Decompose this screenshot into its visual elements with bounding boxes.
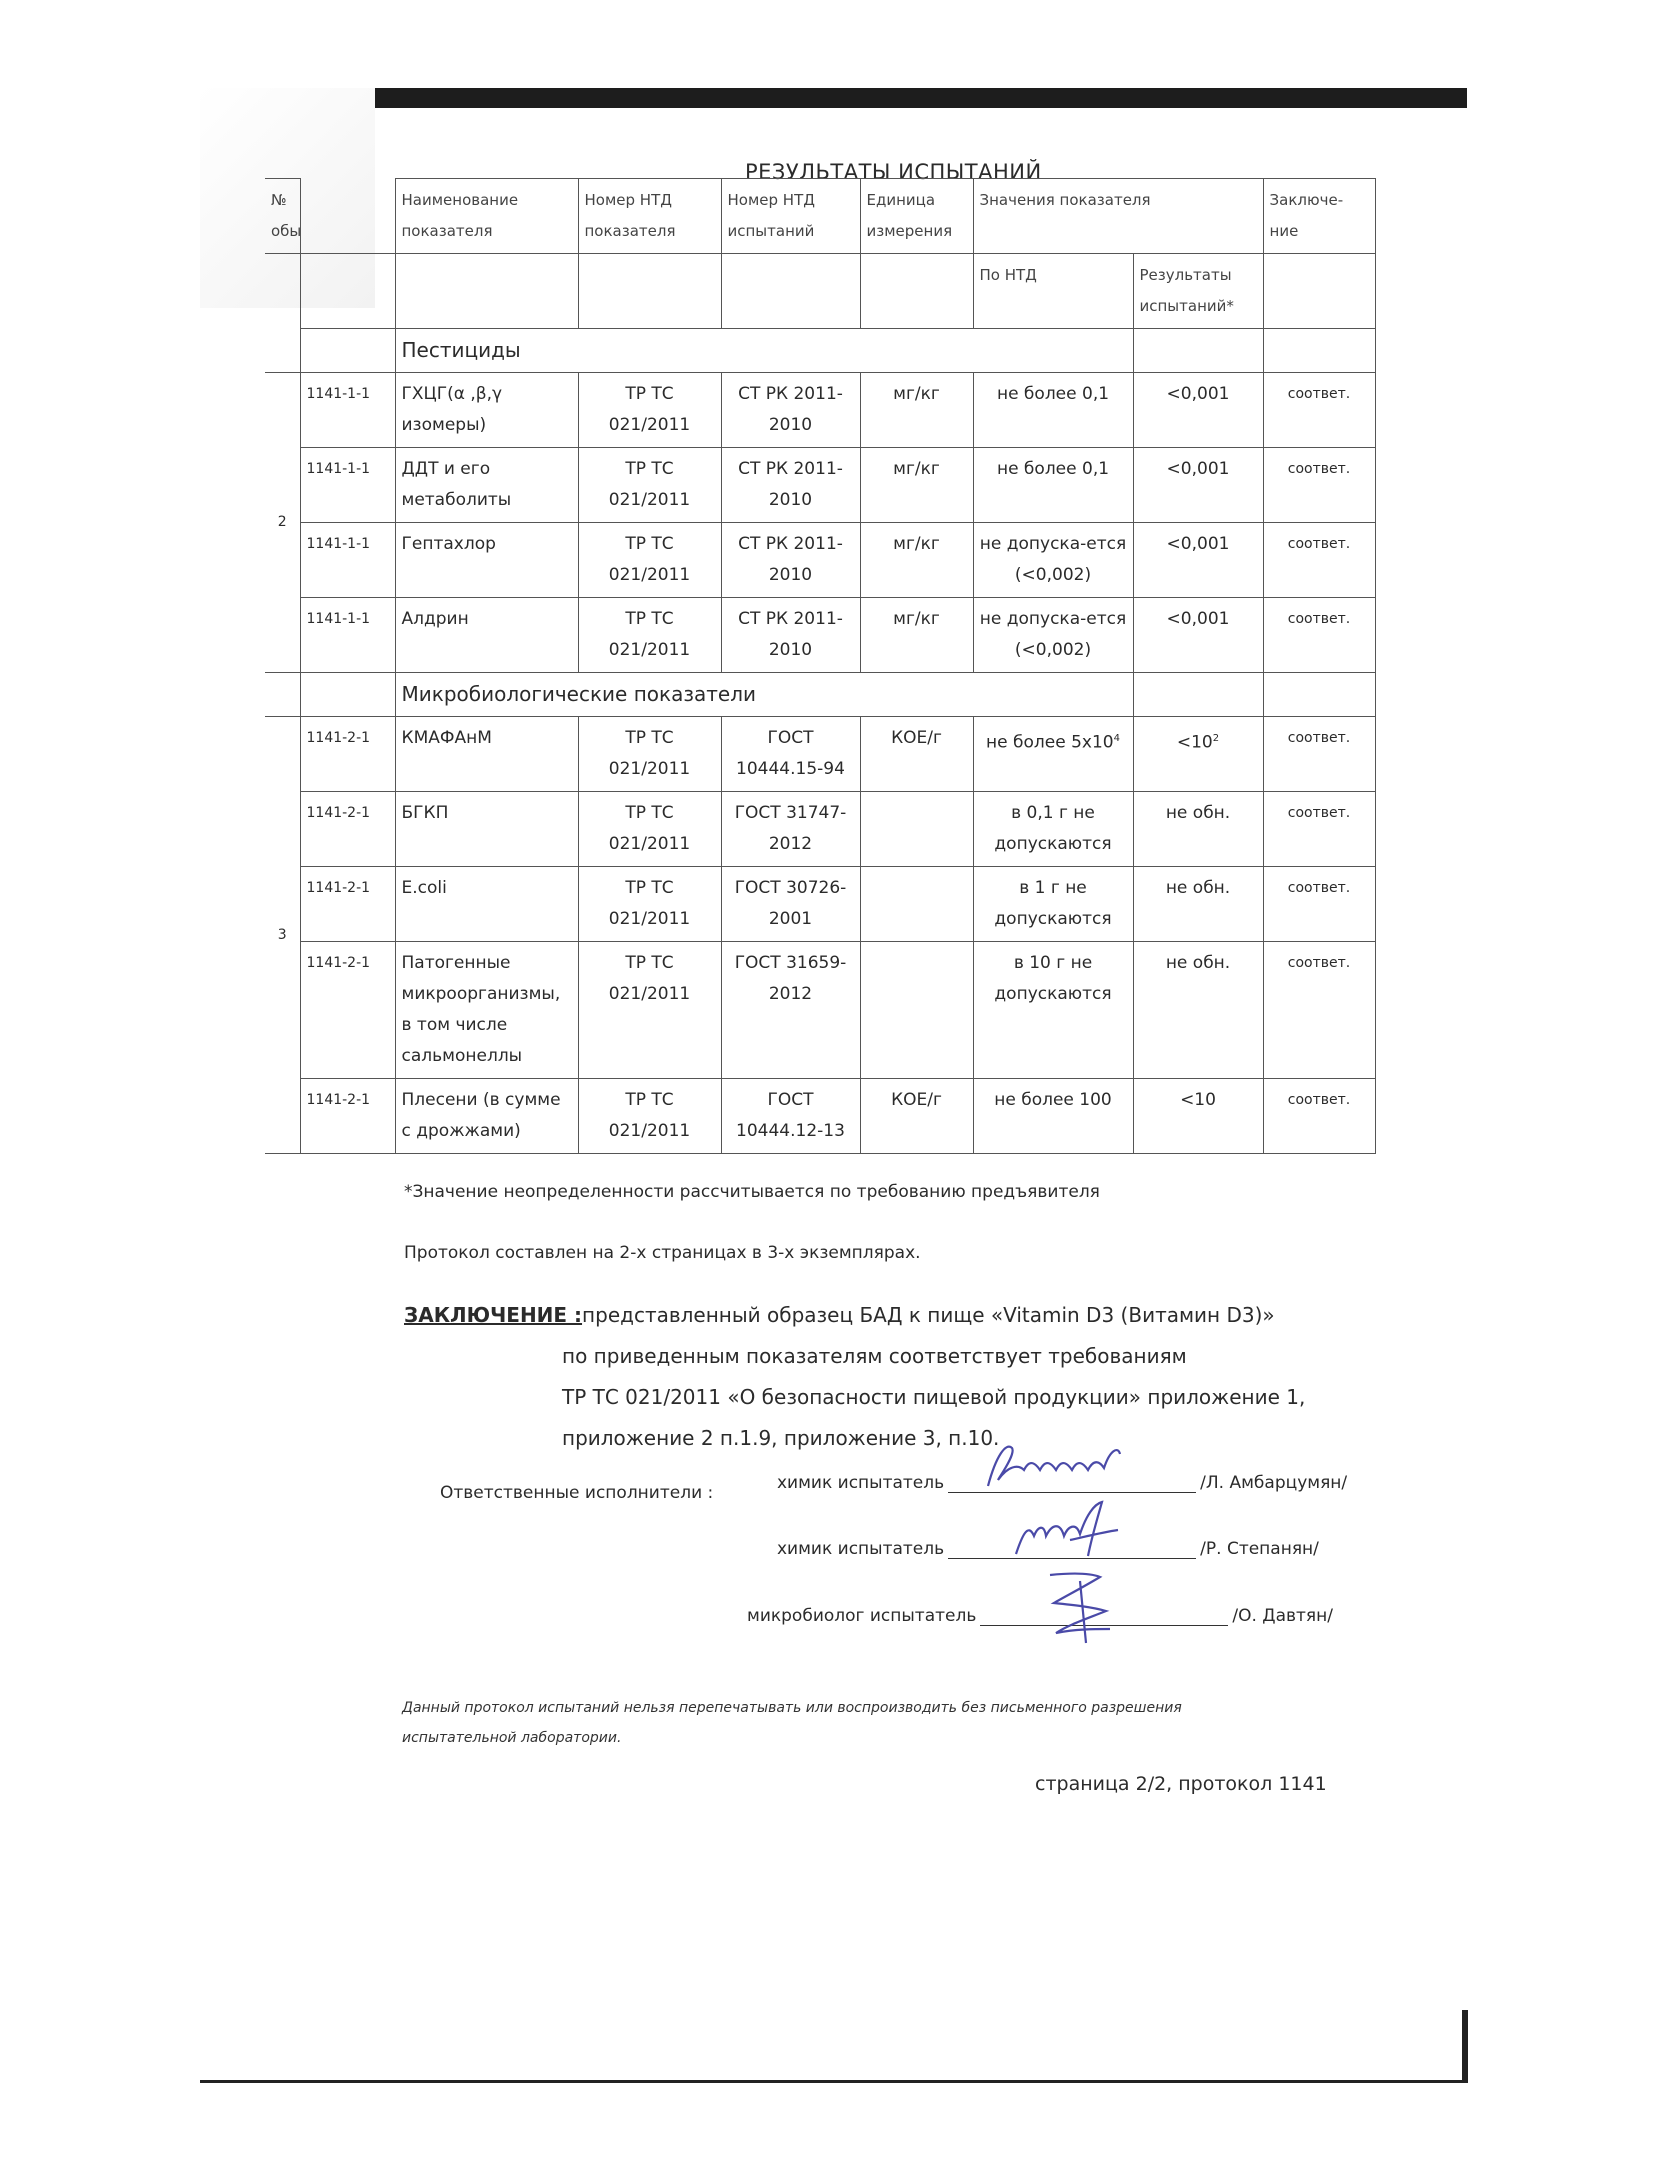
norm-text: не более 5x10 <box>986 732 1114 753</box>
header-ntd-indicator: Номер НТД показателя <box>578 179 721 254</box>
table-row <box>265 373 1375 448</box>
header-ntd-test: Номер НТД испытаний <box>721 179 860 254</box>
norm-value <box>973 717 1133 792</box>
table-row <box>265 867 1375 942</box>
subheader-blank <box>395 254 578 329</box>
footnote: *Значение неопределенности рассчитывается по требованию предъявителя <box>404 1182 1100 1202</box>
ntd-indicator: ТР ТС 021/2011 <box>578 373 721 448</box>
subheader-blank <box>265 254 300 329</box>
signatory-name: /О. Давтян/ <box>1232 1606 1333 1626</box>
sample-code: 1141-2-1 <box>300 717 395 792</box>
table-row <box>265 717 1375 792</box>
section-spacer <box>973 673 1133 717</box>
signature-line <box>948 1536 1196 1559</box>
subheader-blank <box>721 254 860 329</box>
group-cell <box>265 329 300 373</box>
signature-line <box>980 1603 1228 1626</box>
sample-code: 1141-2-1 <box>300 867 395 942</box>
section-title: Микробиологические показатели <box>395 673 973 717</box>
norm-exponent: 4 <box>1113 733 1120 744</box>
unit: мг/кг <box>860 598 973 673</box>
section-title: Пестициды <box>395 329 973 373</box>
indicator-name: Патогенные микроорганизмы, в том числе сальмонеллы <box>395 942 578 1079</box>
group-cell <box>265 673 300 717</box>
ntd-indicator: ТР ТС 021/2011 <box>578 523 721 598</box>
result-value <box>1133 792 1263 867</box>
ntd-test: СТ РК 2011-2010 <box>721 373 860 448</box>
header-name: Наименование показателя <box>395 179 578 254</box>
indicator-name: КМАФАнМ <box>395 717 578 792</box>
verdict: соответ. <box>1263 373 1375 448</box>
signature-image <box>1008 1496 1138 1562</box>
conclusion-line: приложение 2 п.1.9, приложение 3, п.10. <box>562 1426 1000 1450</box>
table-row <box>265 942 1375 1079</box>
indicator-name: БГКП <box>395 792 578 867</box>
verdict: соответ. <box>1263 523 1375 598</box>
result-text: не обн. <box>1165 953 1231 973</box>
subheader-blank <box>860 254 973 329</box>
indicator-name: ДДТ и его метаболиты <box>395 448 578 523</box>
section-spacer <box>300 329 395 373</box>
result-text: <0,001 <box>1166 534 1230 554</box>
unit: КОЕ/г <box>860 1079 973 1154</box>
result-value <box>1133 598 1263 673</box>
conclusion-label: ЗАКЛЮЧЕНИЕ : <box>404 1303 583 1327</box>
table-row <box>265 1079 1375 1154</box>
sample-code: 1141-2-1 <box>300 1079 395 1154</box>
ntd-indicator: ТР ТС 021/2011 <box>578 598 721 673</box>
result-value <box>1133 523 1263 598</box>
ntd-test: ГОСТ 31747-2012 <box>721 792 860 867</box>
sample-code: 1141-2-1 <box>300 942 395 1079</box>
header-by-ntd: По НТД <box>973 254 1133 329</box>
table-row <box>265 523 1375 598</box>
header-sample: № обы <box>265 179 300 254</box>
result-text: <0,001 <box>1166 609 1230 629</box>
section-spacer <box>1133 329 1263 373</box>
ntd-indicator: ТР ТС 021/2011 <box>578 942 721 1079</box>
verdict: соответ. <box>1263 598 1375 673</box>
table-row <box>265 598 1375 673</box>
norm-value <box>973 942 1133 1079</box>
document-title: РЕЗУЛЬТАТЫ ИСПЫТАНИЙ <box>745 160 1042 184</box>
unit: мг/кг <box>860 448 973 523</box>
signature-row <box>747 1603 1333 1626</box>
result-text: <10 <box>1176 732 1213 753</box>
result-text: не обн. <box>1165 878 1231 898</box>
section-spacer <box>1133 673 1263 717</box>
result-value <box>1133 448 1263 523</box>
header-values: Значения показателя <box>973 179 1263 254</box>
norm-text: не более 100 <box>994 1090 1112 1110</box>
conclusion-block <box>404 1295 1305 1459</box>
unit <box>860 942 973 1079</box>
unit: мг/кг <box>860 373 973 448</box>
section-row <box>265 673 1375 717</box>
signature-image <box>1030 1567 1130 1647</box>
result-value <box>1133 942 1263 1079</box>
section-spacer <box>1263 673 1375 717</box>
ntd-test: СТ РК 2011-2010 <box>721 523 860 598</box>
unit <box>860 792 973 867</box>
header-results: Результаты испытаний* <box>1133 254 1263 329</box>
norm-value <box>973 792 1133 867</box>
signatory-role: химик испытатель <box>777 1539 945 1559</box>
sample-code: 1141-1-1 <box>300 448 395 523</box>
group-number: 2 <box>265 373 300 673</box>
group-number: 3 <box>265 717 300 1154</box>
page-footer: страница 2/2, протокол 1141 <box>1035 1773 1327 1795</box>
unit <box>860 867 973 942</box>
norm-value <box>973 867 1133 942</box>
ntd-test: ГОСТ 31659-2012 <box>721 942 860 1079</box>
pages-note: Протокол составлен на 2-х страницах в 3-х экземплярах. <box>404 1243 921 1263</box>
ntd-test: ГОСТ 10444.15-94 <box>721 717 860 792</box>
verdict: соответ. <box>1263 1079 1375 1154</box>
ntd-indicator: ТР ТС 021/2011 <box>578 792 721 867</box>
unit: мг/кг <box>860 523 973 598</box>
section-row <box>265 329 1375 373</box>
norm-value <box>973 448 1133 523</box>
signatory-name: /Р. Степанян/ <box>1200 1539 1319 1559</box>
section-spacer <box>300 673 395 717</box>
ntd-indicator: ТР ТС 021/2011 <box>578 867 721 942</box>
norm-value <box>973 523 1133 598</box>
signature-image <box>978 1436 1128 1494</box>
header-row <box>265 179 1375 254</box>
norm-text: не более 0,1 <box>996 384 1110 404</box>
result-text: не обн. <box>1165 803 1231 823</box>
table-row <box>265 448 1375 523</box>
norm-value <box>973 373 1133 448</box>
norm-text: в 10 г не допускаются <box>994 953 1112 1004</box>
norm-value <box>973 598 1133 673</box>
norm-text: не допуска-ется (<0,002) <box>979 609 1127 660</box>
verdict: соответ. <box>1263 942 1375 1079</box>
header-unit: Единица измерения <box>860 179 973 254</box>
ntd-test: ГОСТ 30726-2001 <box>721 867 860 942</box>
indicator-name: Гептахлор <box>395 523 578 598</box>
signature-row <box>777 1470 1347 1493</box>
sample-code: 1141-1-1 <box>300 373 395 448</box>
responsible-label: Ответственные исполнители : <box>440 1483 714 1503</box>
indicator-name: E.coli <box>395 867 578 942</box>
norm-text: в 1 г не допускаются <box>994 878 1112 929</box>
results-table <box>265 178 1376 1154</box>
result-value <box>1133 1079 1263 1154</box>
norm-value <box>973 1079 1133 1154</box>
norm-text: не более 0,1 <box>996 459 1110 479</box>
ntd-test: СТ РК 2011-2010 <box>721 598 860 673</box>
header-conclusion: Заключе-ние <box>1263 179 1375 254</box>
section-spacer <box>973 329 1133 373</box>
sample-code: 1141-2-1 <box>300 792 395 867</box>
result-value <box>1133 867 1263 942</box>
disclaimer: Данный протокол испытаний нельзя перепечатывать или воспроизводить без письменного разрешения испытательной лаборатории. <box>402 1700 1182 1746</box>
signatory-role: микробиолог испытатель <box>747 1606 977 1626</box>
sample-code: 1141-1-1 <box>300 523 395 598</box>
norm-text: в 0,1 г не допускаются <box>994 803 1112 854</box>
subheader-row <box>265 254 1375 329</box>
verdict: соответ. <box>1263 792 1375 867</box>
ntd-test: СТ РК 2011-2010 <box>721 448 860 523</box>
indicator-name: Плесени (в сумме с дрожжами) <box>395 1079 578 1154</box>
result-text: <10 <box>1180 1090 1216 1110</box>
result-text: <0,001 <box>1166 384 1230 404</box>
signature-line <box>948 1470 1196 1493</box>
subheader-blank <box>1263 254 1375 329</box>
ntd-indicator: ТР ТС 021/2011 <box>578 717 721 792</box>
verdict: соответ. <box>1263 717 1375 792</box>
subheader-blank <box>300 254 395 329</box>
signature-row <box>777 1536 1319 1559</box>
section-spacer <box>1263 329 1375 373</box>
signatory-role: химик испытатель <box>777 1473 945 1493</box>
verdict: соответ. <box>1263 448 1375 523</box>
norm-text: не допуска-ется (<0,002) <box>979 534 1127 585</box>
ntd-indicator: ТР ТС 021/2011 <box>578 1079 721 1154</box>
subheader-blank <box>578 254 721 329</box>
indicator-name: ГХЦГ(α ,β,γ изомеры) <box>395 373 578 448</box>
ntd-test: ГОСТ 10444.12-13 <box>721 1079 860 1154</box>
result-text: <0,001 <box>1166 459 1230 479</box>
scan-right-edge <box>1462 2010 1468 2082</box>
result-value <box>1133 717 1263 792</box>
result-value <box>1133 373 1263 448</box>
signatory-name: /Л. Амбарцумян/ <box>1200 1473 1348 1493</box>
conclusion-line: по приведенным показателям соответствует требованиям <box>562 1344 1187 1368</box>
scan-top-edge <box>372 88 1467 108</box>
sample-code: 1141-1-1 <box>300 598 395 673</box>
verdict: соответ. <box>1263 867 1375 942</box>
indicator-name: Алдрин <box>395 598 578 673</box>
result-exponent: 2 <box>1212 733 1220 744</box>
ntd-indicator: ТР ТС 021/2011 <box>578 448 721 523</box>
header-blank <box>300 179 395 254</box>
conclusion-line: ТР ТС 021/2011 «О безопасности пищевой продукции» приложение 1, <box>562 1385 1306 1409</box>
table-row <box>265 792 1375 867</box>
scan-bottom-edge <box>200 2080 1468 2083</box>
unit: КОЕ/г <box>860 717 973 792</box>
conclusion-line: представленный образец БАД к пище «Vitamin D3 (Витамин D3)» <box>582 1303 1275 1327</box>
